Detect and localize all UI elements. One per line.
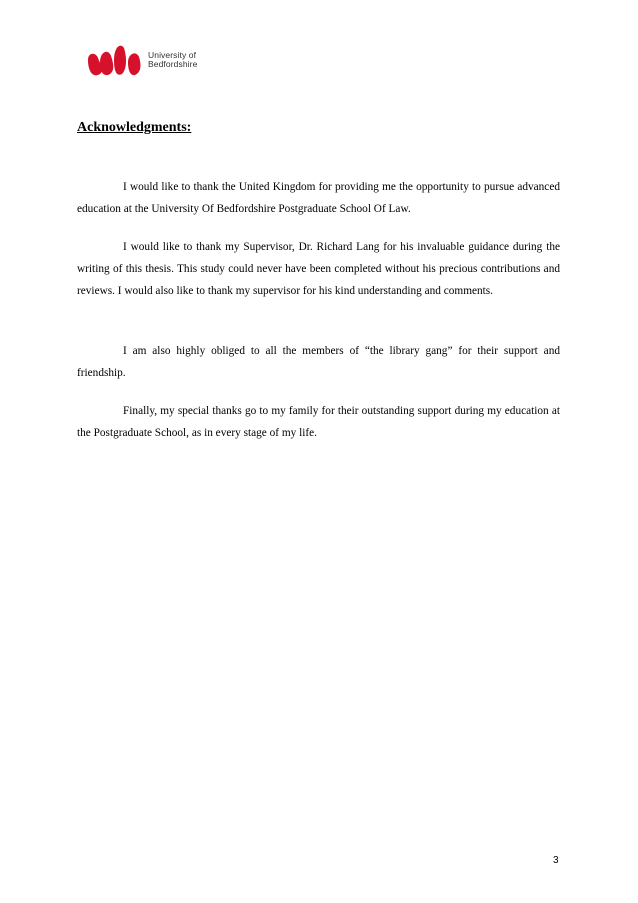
paragraph-supervisor-thanks: I would like to thank my Supervisor, Dr. Richard Lang for his invaluable guidance during the writing of this thesis. This study could never have been completed without his precious contributions and reviews. I would also like to thank my supervisor for his kind understanding and comments. (77, 241, 560, 297)
university-logo (86, 42, 197, 78)
paragraph-uk-thanks: I would like to thank the United Kingdom for providing me the opportunity to pursue advanced education at the University Of Bedfordshire Postgraduate School Of Law. (77, 181, 560, 215)
university-logo-text (148, 51, 197, 69)
paragraph-library-gang-thanks: I am also highly obliged to all the members of “the library gang” for their support and friendship. (77, 345, 560, 379)
page-number: 3 (553, 855, 559, 866)
paragraph-family-thanks: Finally, my special thanks go to my family for their outstanding support during my education at the Postgraduate School, as in every stage of my life. (77, 405, 560, 439)
logo-name-line2: Bedfordshire (148, 59, 198, 69)
page-heading: Acknowledgments: (77, 120, 192, 135)
university-logo-mark-icon (86, 42, 144, 78)
logo-name-line1: University of (148, 50, 197, 60)
